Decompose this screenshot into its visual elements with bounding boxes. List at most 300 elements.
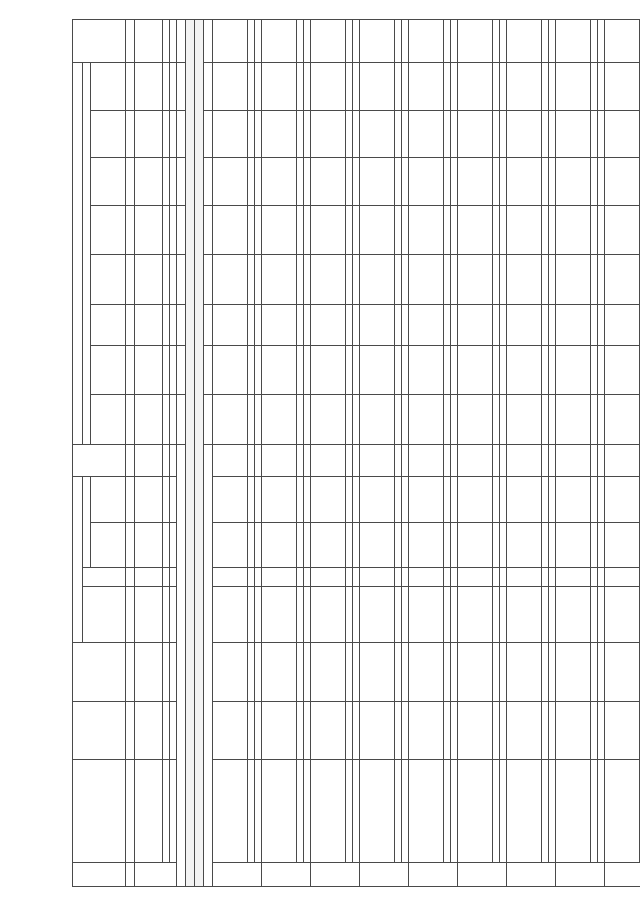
cell [360, 587, 395, 643]
cell [304, 587, 311, 643]
cell [304, 395, 311, 445]
cell [409, 110, 444, 157]
cell [500, 643, 507, 701]
cell [170, 255, 177, 305]
cell [311, 304, 346, 345]
cell [500, 522, 507, 567]
cell [248, 63, 255, 110]
cell [542, 158, 549, 205]
cell [402, 759, 409, 863]
cell [311, 444, 346, 476]
cell [493, 110, 500, 157]
cell [170, 205, 177, 255]
cell [135, 63, 163, 110]
table-row [353, 20, 360, 887]
cell [255, 567, 262, 586]
table-row [458, 20, 493, 887]
cell [204, 110, 213, 157]
table-row [507, 20, 542, 887]
cell [177, 158, 186, 205]
cell [605, 255, 640, 305]
cell [591, 643, 598, 701]
cell [170, 522, 177, 567]
cell [507, 63, 542, 110]
header-cell [73, 20, 126, 63]
cell [507, 587, 542, 643]
column-number [126, 110, 135, 157]
cell [346, 345, 353, 395]
cell [304, 158, 311, 205]
cell [409, 643, 444, 701]
cell [311, 345, 346, 395]
cell [311, 205, 346, 255]
cell [549, 477, 556, 522]
cell [262, 158, 297, 205]
cell [451, 63, 458, 110]
cell [204, 255, 213, 305]
cell [549, 444, 556, 476]
cell [177, 345, 186, 395]
cell [255, 759, 262, 863]
cell [360, 643, 395, 701]
cell [458, 643, 493, 701]
cell [493, 158, 500, 205]
table-row [297, 20, 304, 887]
cell [444, 205, 451, 255]
cell [395, 304, 402, 345]
cell [549, 158, 556, 205]
cell [556, 643, 591, 701]
cell [542, 522, 549, 567]
cell [458, 477, 493, 522]
cell [255, 522, 262, 567]
cell [500, 444, 507, 476]
cell [542, 205, 549, 255]
cell [304, 205, 311, 255]
cell [444, 444, 451, 476]
header-cell [91, 304, 126, 345]
cell [135, 20, 163, 63]
cell [170, 477, 177, 522]
cell [311, 567, 346, 586]
cell [262, 567, 297, 586]
cell [186, 20, 195, 887]
cell [304, 304, 311, 345]
cell [591, 701, 598, 759]
cell [213, 863, 262, 887]
cell [493, 444, 500, 476]
cell [395, 205, 402, 255]
header-cell [91, 158, 126, 205]
cell [304, 63, 311, 110]
cell [163, 522, 170, 567]
cell [304, 20, 311, 63]
table-row [444, 20, 451, 887]
cell [598, 567, 605, 586]
cell [170, 395, 177, 445]
cell [262, 643, 297, 701]
cell [451, 643, 458, 701]
cell [605, 205, 640, 255]
table-row [204, 20, 213, 887]
cell [304, 643, 311, 701]
cell [591, 522, 598, 567]
cell [177, 20, 186, 63]
cell [204, 304, 213, 345]
cell [177, 205, 186, 255]
cell [395, 444, 402, 476]
cell [444, 255, 451, 305]
table-row [163, 20, 170, 887]
cell [409, 587, 444, 643]
cell [591, 110, 598, 157]
cell [255, 205, 262, 255]
cell [346, 522, 353, 567]
column-number [126, 759, 135, 863]
cell [353, 205, 360, 255]
cell [311, 701, 346, 759]
cell [409, 205, 444, 255]
cell [248, 345, 255, 395]
cell [507, 304, 542, 345]
cell [395, 587, 402, 643]
table-row [262, 20, 297, 887]
cell [395, 701, 402, 759]
cell [213, 110, 248, 157]
cell [444, 20, 451, 63]
cell [311, 522, 346, 567]
cell [549, 304, 556, 345]
column-number [126, 255, 135, 305]
cell [262, 345, 297, 395]
header-cell [73, 643, 126, 701]
cell [297, 444, 304, 476]
cell [458, 158, 493, 205]
column-number [126, 63, 135, 110]
cell [163, 587, 170, 643]
cell [346, 20, 353, 63]
cell [177, 395, 186, 445]
cell [346, 395, 353, 445]
column-number [126, 20, 135, 63]
cell [177, 63, 186, 110]
cell [213, 522, 248, 567]
cell [255, 110, 262, 157]
cell [262, 205, 297, 255]
cell [135, 759, 163, 863]
cell [500, 567, 507, 586]
cell [163, 110, 170, 157]
cell [458, 255, 493, 305]
table-row [402, 20, 409, 887]
cell [213, 701, 248, 759]
column-number [126, 567, 135, 586]
cell [556, 567, 591, 586]
cell [458, 304, 493, 345]
cell [360, 255, 395, 305]
cell [170, 304, 177, 345]
cell [255, 255, 262, 305]
cell [542, 643, 549, 701]
cell [507, 643, 542, 701]
cell [395, 158, 402, 205]
table-row [248, 20, 255, 887]
cell [170, 444, 177, 476]
cell [311, 643, 346, 701]
cell [311, 587, 346, 643]
cell [163, 63, 170, 110]
cell [346, 701, 353, 759]
cell [304, 522, 311, 567]
cell [304, 477, 311, 522]
cell [598, 345, 605, 395]
cell [297, 20, 304, 63]
cell [163, 444, 170, 476]
cell [346, 63, 353, 110]
cell [360, 759, 395, 863]
cell [395, 395, 402, 445]
cell [304, 759, 311, 863]
cell [135, 205, 163, 255]
cell [500, 205, 507, 255]
cell [605, 395, 640, 445]
cell [591, 444, 598, 476]
header-cell [83, 63, 91, 445]
cell [297, 345, 304, 395]
cell [507, 444, 542, 476]
cell [297, 522, 304, 567]
cell [297, 567, 304, 586]
cell [493, 205, 500, 255]
cell [402, 643, 409, 701]
cell [507, 110, 542, 157]
cell [204, 63, 213, 110]
cell [311, 255, 346, 305]
cell [605, 20, 640, 63]
cell [255, 63, 262, 110]
cell [163, 205, 170, 255]
cell [507, 158, 542, 205]
cell [591, 477, 598, 522]
cell [353, 395, 360, 445]
cell [556, 759, 591, 863]
cell [353, 63, 360, 110]
cell [493, 20, 500, 63]
cell [542, 444, 549, 476]
cell [346, 587, 353, 643]
table-row [304, 20, 311, 887]
cell [500, 255, 507, 305]
cell [163, 20, 170, 63]
cell [360, 205, 395, 255]
cell [163, 701, 170, 759]
cell [549, 759, 556, 863]
cell [353, 759, 360, 863]
cell [458, 522, 493, 567]
cell [360, 110, 395, 157]
cell [409, 701, 444, 759]
table-row [213, 20, 248, 887]
cell [262, 444, 297, 476]
cell [255, 701, 262, 759]
cell [297, 701, 304, 759]
cell [135, 395, 163, 445]
cell [556, 255, 591, 305]
cell [135, 158, 163, 205]
cell [500, 701, 507, 759]
table-row [395, 20, 402, 887]
cell [213, 759, 248, 863]
header-cell [83, 587, 126, 643]
cell [262, 20, 297, 63]
cell [395, 522, 402, 567]
cell [360, 477, 395, 522]
cell [135, 567, 163, 586]
column-number [126, 863, 135, 887]
cell [248, 567, 255, 586]
cell [598, 522, 605, 567]
cell [395, 567, 402, 586]
cell [346, 643, 353, 701]
cell [135, 110, 163, 157]
header-cell [73, 701, 126, 759]
cell [598, 304, 605, 345]
cell [135, 444, 163, 476]
table-row [177, 20, 186, 887]
cell [353, 304, 360, 345]
cell [346, 255, 353, 305]
cell [556, 701, 591, 759]
cell [311, 759, 346, 863]
cell [598, 158, 605, 205]
cell [451, 395, 458, 445]
cell [248, 759, 255, 863]
header-cell [91, 522, 126, 567]
cell [402, 304, 409, 345]
cell [297, 63, 304, 110]
cell [297, 587, 304, 643]
cell [170, 643, 177, 701]
cell [395, 63, 402, 110]
cell [204, 444, 213, 886]
cell [177, 444, 186, 886]
cell [591, 205, 598, 255]
cell [395, 759, 402, 863]
header-cell [73, 759, 126, 863]
cell [204, 345, 213, 395]
cell [163, 567, 170, 586]
cell [213, 255, 248, 305]
cell [598, 759, 605, 863]
cell [458, 110, 493, 157]
table-row [170, 20, 177, 887]
cell [163, 345, 170, 395]
cell [353, 587, 360, 643]
cell [591, 395, 598, 445]
cell [493, 63, 500, 110]
cell [170, 759, 177, 863]
cell [402, 255, 409, 305]
cell [255, 304, 262, 345]
cell [255, 587, 262, 643]
cell [163, 643, 170, 701]
cell [248, 477, 255, 522]
cell [605, 522, 640, 567]
cell [605, 759, 640, 863]
cell [409, 863, 458, 887]
cell [297, 759, 304, 863]
cell [500, 158, 507, 205]
cell [135, 477, 163, 522]
financing-table [72, 19, 640, 887]
cell [204, 205, 213, 255]
column-number [126, 304, 135, 345]
cell [451, 20, 458, 63]
cell [507, 477, 542, 522]
cell [135, 304, 163, 345]
header-cell [83, 567, 126, 586]
cell [170, 158, 177, 205]
cell [262, 477, 297, 522]
cell [556, 444, 591, 476]
cell [444, 395, 451, 445]
column-number [126, 522, 135, 567]
cell [353, 110, 360, 157]
cell [493, 567, 500, 586]
cell [135, 522, 163, 567]
cell [507, 20, 542, 63]
cell [204, 158, 213, 205]
cell [549, 255, 556, 305]
cell [402, 345, 409, 395]
cell [353, 444, 360, 476]
cell [598, 63, 605, 110]
cell [297, 477, 304, 522]
cell [605, 304, 640, 345]
cell [255, 395, 262, 445]
cell [500, 345, 507, 395]
cell [248, 395, 255, 445]
cell [248, 304, 255, 345]
cell [493, 477, 500, 522]
cell [248, 255, 255, 305]
header-cell [73, 444, 126, 476]
cell [255, 477, 262, 522]
cell [493, 345, 500, 395]
table-row [451, 20, 458, 887]
cell [248, 643, 255, 701]
header-cell [91, 477, 126, 522]
cell [542, 63, 549, 110]
cell [311, 158, 346, 205]
cell [458, 567, 493, 586]
cell [444, 345, 451, 395]
cell [458, 205, 493, 255]
table-row [549, 20, 556, 887]
cell [598, 20, 605, 63]
cell [248, 20, 255, 63]
cell [556, 20, 591, 63]
cell [170, 345, 177, 395]
table-row [255, 20, 262, 887]
table-row [360, 20, 395, 887]
cell [163, 255, 170, 305]
cell [170, 63, 177, 110]
table-row [500, 20, 507, 887]
cell [458, 587, 493, 643]
cell [507, 863, 556, 887]
cell [297, 158, 304, 205]
